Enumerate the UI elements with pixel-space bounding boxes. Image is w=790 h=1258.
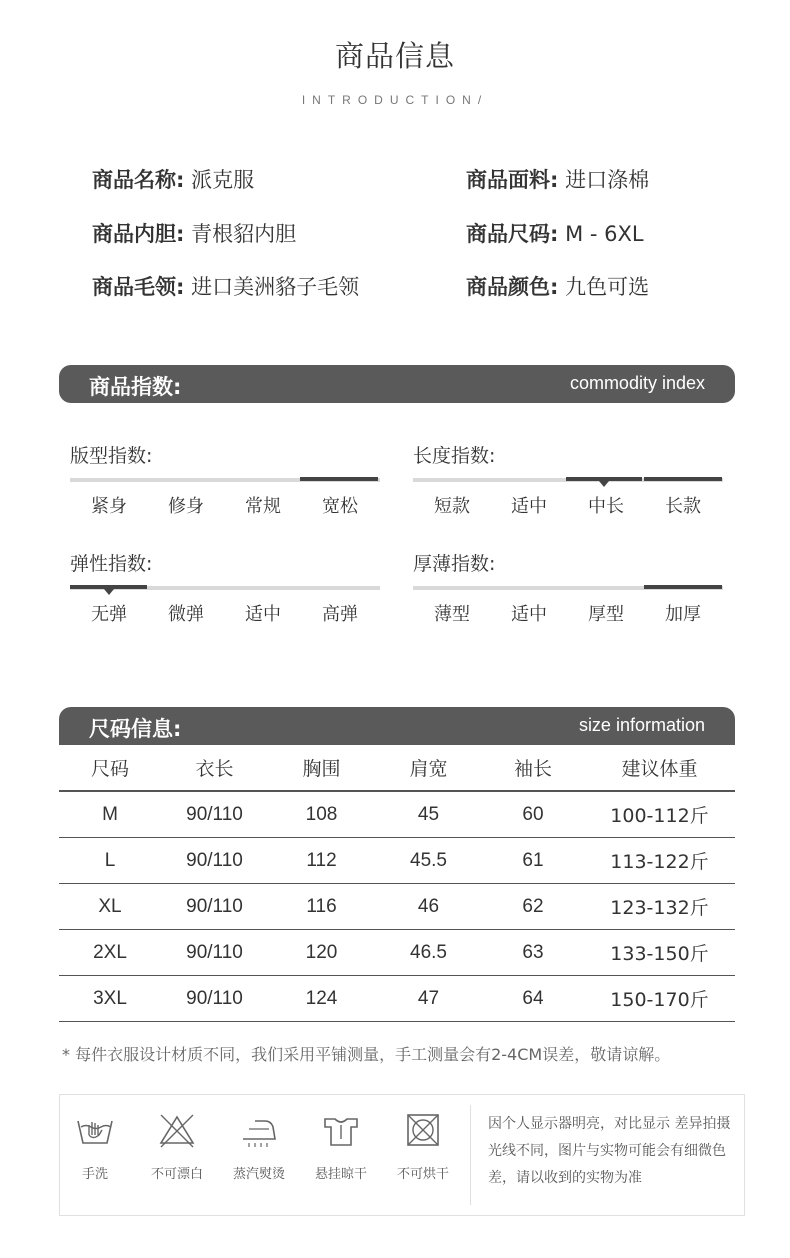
weight-cell: 123-132斤 bbox=[584, 884, 735, 930]
care-label: 悬挂晾干 bbox=[314, 1167, 367, 1182]
thickness-option: 加厚 bbox=[665, 604, 701, 625]
fit-index-active-segment bbox=[300, 477, 378, 481]
table-row bbox=[59, 930, 735, 976]
shoulder-cell: 47 bbox=[375, 976, 482, 1022]
size-table-header bbox=[59, 745, 735, 791]
thickness-option: 适中 bbox=[511, 604, 547, 625]
elastic-option: 无弹 bbox=[91, 604, 127, 625]
chest-cell: 108 bbox=[268, 791, 375, 838]
elastic-index-scale bbox=[70, 586, 380, 590]
weight-cell: 100-112斤 bbox=[584, 791, 735, 838]
length-cell: 90/110 bbox=[161, 791, 268, 838]
info-lining-value: 青根貂内胆 bbox=[191, 222, 297, 246]
size-table-header-cell: 衣长 bbox=[161, 745, 268, 791]
chest-cell: 124 bbox=[268, 976, 375, 1022]
size-table-header-cell: 尺码 bbox=[59, 745, 161, 791]
info-name-value: 派克服 bbox=[191, 168, 255, 192]
size-table-header-cell: 袖长 bbox=[482, 745, 584, 791]
no-bleach-icon bbox=[157, 1113, 197, 1149]
thickness-index-title: 厚薄指数: bbox=[413, 553, 496, 575]
table-row bbox=[59, 884, 735, 930]
shoulder-cell: 46 bbox=[375, 884, 482, 930]
measurement-note: * 每件衣服设计材质不同，我们采用平铺测量，手工测量会有2-4CM误差，敬请谅解。 bbox=[62, 1045, 671, 1064]
length-index-title: 长度指数: bbox=[413, 445, 496, 467]
care-divider bbox=[470, 1105, 471, 1205]
info-fabric-key: 商品面料: bbox=[466, 168, 559, 192]
info-name bbox=[92, 164, 254, 194]
care-label: 手洗 bbox=[81, 1167, 108, 1182]
info-collar-value: 进口美洲貉子毛领 bbox=[191, 275, 360, 299]
table-row bbox=[59, 838, 735, 884]
care-item-no-tumble-dry bbox=[388, 1113, 458, 1182]
page-subtitle: INTRODUCTION/ bbox=[301, 93, 489, 107]
length-index-scale bbox=[413, 478, 723, 482]
elastic-index-marker bbox=[104, 589, 114, 595]
size-table bbox=[59, 745, 735, 1022]
info-fabric-value: 进口涤棉 bbox=[565, 168, 650, 192]
care-label: 不可烘干 bbox=[396, 1167, 449, 1182]
length-cell: 90/110 bbox=[161, 884, 268, 930]
size-cell: 2XL bbox=[59, 930, 161, 976]
thickness-option: 厚型 bbox=[588, 604, 624, 625]
size-info-subtitle: size information bbox=[578, 715, 705, 735]
fit-index-title: 版型指数: bbox=[70, 445, 153, 467]
info-size-key: 商品尺码: bbox=[466, 222, 559, 246]
sleeve-cell: 62 bbox=[482, 884, 584, 930]
length-option: 适中 bbox=[511, 496, 547, 517]
length-cell: 90/110 bbox=[161, 930, 268, 976]
fit-option: 紧身 bbox=[91, 496, 127, 517]
commodity-index-subtitle: commodity index bbox=[569, 373, 705, 393]
size-cell: L bbox=[59, 838, 161, 884]
chest-cell: 112 bbox=[268, 838, 375, 884]
fit-option: 宽松 bbox=[322, 496, 358, 517]
length-index-marker bbox=[599, 481, 609, 487]
fit-index-scale bbox=[70, 478, 380, 482]
size-info-bar bbox=[59, 707, 735, 745]
hand-wash-icon bbox=[75, 1113, 115, 1149]
length-index-active-segment bbox=[644, 477, 722, 481]
care-label: 蒸汽熨烫 bbox=[232, 1167, 285, 1182]
info-collar-key: 商品毛领: bbox=[92, 275, 185, 299]
info-collar bbox=[92, 271, 359, 301]
chest-cell: 116 bbox=[268, 884, 375, 930]
care-panel bbox=[59, 1094, 745, 1216]
shoulder-cell: 45.5 bbox=[375, 838, 482, 884]
care-item-hand-wash bbox=[60, 1113, 130, 1182]
fit-option: 常规 bbox=[245, 496, 281, 517]
chest-cell: 120 bbox=[268, 930, 375, 976]
length-cell: 90/110 bbox=[161, 838, 268, 884]
info-size bbox=[466, 218, 644, 248]
care-item-hang-dry bbox=[306, 1113, 376, 1182]
care-item-no-bleach bbox=[142, 1113, 212, 1182]
steam-iron-icon bbox=[239, 1113, 279, 1149]
elastic-index-title: 弹性指数: bbox=[70, 553, 153, 575]
weight-cell: 113-122斤 bbox=[584, 838, 735, 884]
size-info-title: 尺码信息: bbox=[89, 717, 182, 741]
info-lining bbox=[92, 218, 296, 248]
care-item-steam-iron bbox=[224, 1113, 294, 1182]
commodity-index-title: 商品指数: bbox=[89, 375, 182, 399]
elastic-option: 微弹 bbox=[168, 604, 204, 625]
care-label: 不可漂白 bbox=[150, 1167, 203, 1182]
sleeve-cell: 61 bbox=[482, 838, 584, 884]
weight-cell: 150-170斤 bbox=[584, 976, 735, 1022]
length-cell: 90/110 bbox=[161, 976, 268, 1022]
sleeve-cell: 60 bbox=[482, 791, 584, 838]
weight-cell: 133-150斤 bbox=[584, 930, 735, 976]
commodity-index-bar bbox=[59, 365, 735, 403]
size-table-header-cell: 胸围 bbox=[268, 745, 375, 791]
size-table-header-cell: 建议体重 bbox=[584, 745, 735, 791]
size-table-header-cell: 肩宽 bbox=[375, 745, 482, 791]
no-tumble-dry-icon bbox=[403, 1113, 443, 1149]
length-option: 中长 bbox=[588, 496, 624, 517]
thickness-option: 薄型 bbox=[434, 604, 470, 625]
sleeve-cell: 64 bbox=[482, 976, 584, 1022]
hang-dry-icon bbox=[321, 1113, 361, 1149]
info-color-key: 商品颜色: bbox=[466, 275, 559, 299]
info-color-value: 九色可选 bbox=[565, 275, 650, 299]
info-color bbox=[466, 271, 649, 301]
color-disclaimer: 因个人显示器明亮，对比显示 差异拍摄光线不同，图片与实物可能会有细微色差，请以收到的实物为准 bbox=[488, 1116, 731, 1186]
page-title: 商品信息 bbox=[334, 39, 455, 73]
length-option: 长款 bbox=[665, 496, 701, 517]
elastic-option: 高弹 bbox=[322, 604, 358, 625]
info-lining-key: 商品内胆: bbox=[92, 222, 185, 246]
sleeve-cell: 63 bbox=[482, 930, 584, 976]
elastic-option: 适中 bbox=[245, 604, 281, 625]
fit-option: 修身 bbox=[168, 496, 204, 517]
info-name-key: 商品名称: bbox=[92, 168, 185, 192]
length-option: 短款 bbox=[434, 496, 470, 517]
table-row bbox=[59, 791, 735, 838]
shoulder-cell: 45 bbox=[375, 791, 482, 838]
table-row bbox=[59, 976, 735, 1022]
shoulder-cell: 46.5 bbox=[375, 930, 482, 976]
size-cell: 3XL bbox=[59, 976, 161, 1022]
thickness-index-active-segment bbox=[644, 585, 722, 589]
size-cell: M bbox=[59, 791, 161, 838]
size-cell: XL bbox=[59, 884, 161, 930]
thickness-index-scale bbox=[413, 586, 723, 590]
info-fabric bbox=[466, 164, 649, 194]
info-size-value: M - 6XL bbox=[565, 222, 644, 246]
